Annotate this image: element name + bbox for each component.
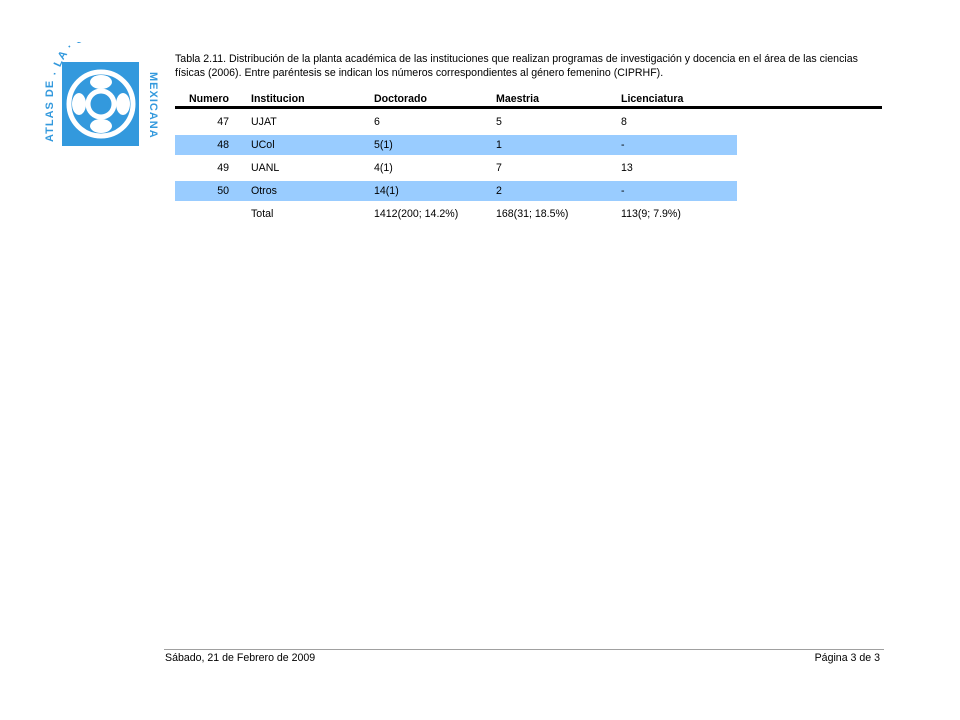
atlas-logo [44,42,164,152]
table-header-row [175,91,737,106]
cell-doctorado: 14(1) [374,181,496,201]
cell-total-maestria: 168(31; 18.5%) [496,208,569,220]
cell-institucion: UCol [251,135,374,155]
cell-licenciatura: 13 [621,162,633,174]
header-numero: Numero [188,92,229,105]
svg-text:MEXICANA: MEXICANA [147,72,159,139]
svg-text:· LA · CIENCIA ·: · LA · [49,42,77,77]
cell-doctorado: 5(1) [374,135,496,155]
cell-numero: 50 [175,181,229,201]
cell-maestria: 7 [496,162,502,174]
header-licenciatura: Licenciatura [621,92,684,105]
cell-maestria: 1 [496,135,621,155]
cell-institucion: UANL [251,162,280,174]
footer-date: Sábado, 21 de Febrero de 2009 [165,652,316,664]
header-doctorado: Doctorado [374,92,427,105]
header-institucion: Institucion [251,92,305,105]
cell-numero: 48 [175,135,229,155]
cell-numero: 49 [217,162,229,174]
cell-total-licenciatura: 113(9; 7.9%) [621,208,681,220]
table-row [175,181,737,201]
cell-total-doctorado: 1412(200; 14.2%) [374,208,459,220]
cell-licenciatura: - [621,181,737,201]
cell-institucion: Otros [251,181,374,201]
footer-divider [164,649,884,650]
cell-licenciatura: - [621,135,737,155]
cell-total-label: Total [251,208,274,220]
table-row [175,135,737,155]
atlas-logo-emblem-icon [44,42,164,152]
cell-doctorado: 4(1) [374,162,393,174]
footer-page-number: Página 3 de 3 [814,652,880,664]
svg-text:ATLAS DE: ATLAS DE [44,79,56,142]
cell-maestria: 2 [496,181,621,201]
cell-doctorado: 6 [374,116,380,128]
header-maestria: Maestria [496,92,539,105]
table-caption: Tabla 2.11. Distribución de la planta académica de las instituciones que realizan programas de investigación y docencia en el área de las ciencias físicas (2006). Entre paréntesis se indican los números correspondientes al género femenino (CIPRHF). [175,53,858,79]
table-row [175,158,737,178]
table-row [175,112,737,132]
cell-numero: 47 [217,116,229,128]
data-table [175,91,882,224]
cell-maestria: 5 [496,116,502,128]
table-total-row [175,204,737,224]
cell-institucion: UJAT [251,116,277,128]
cell-licenciatura: 8 [621,116,627,128]
